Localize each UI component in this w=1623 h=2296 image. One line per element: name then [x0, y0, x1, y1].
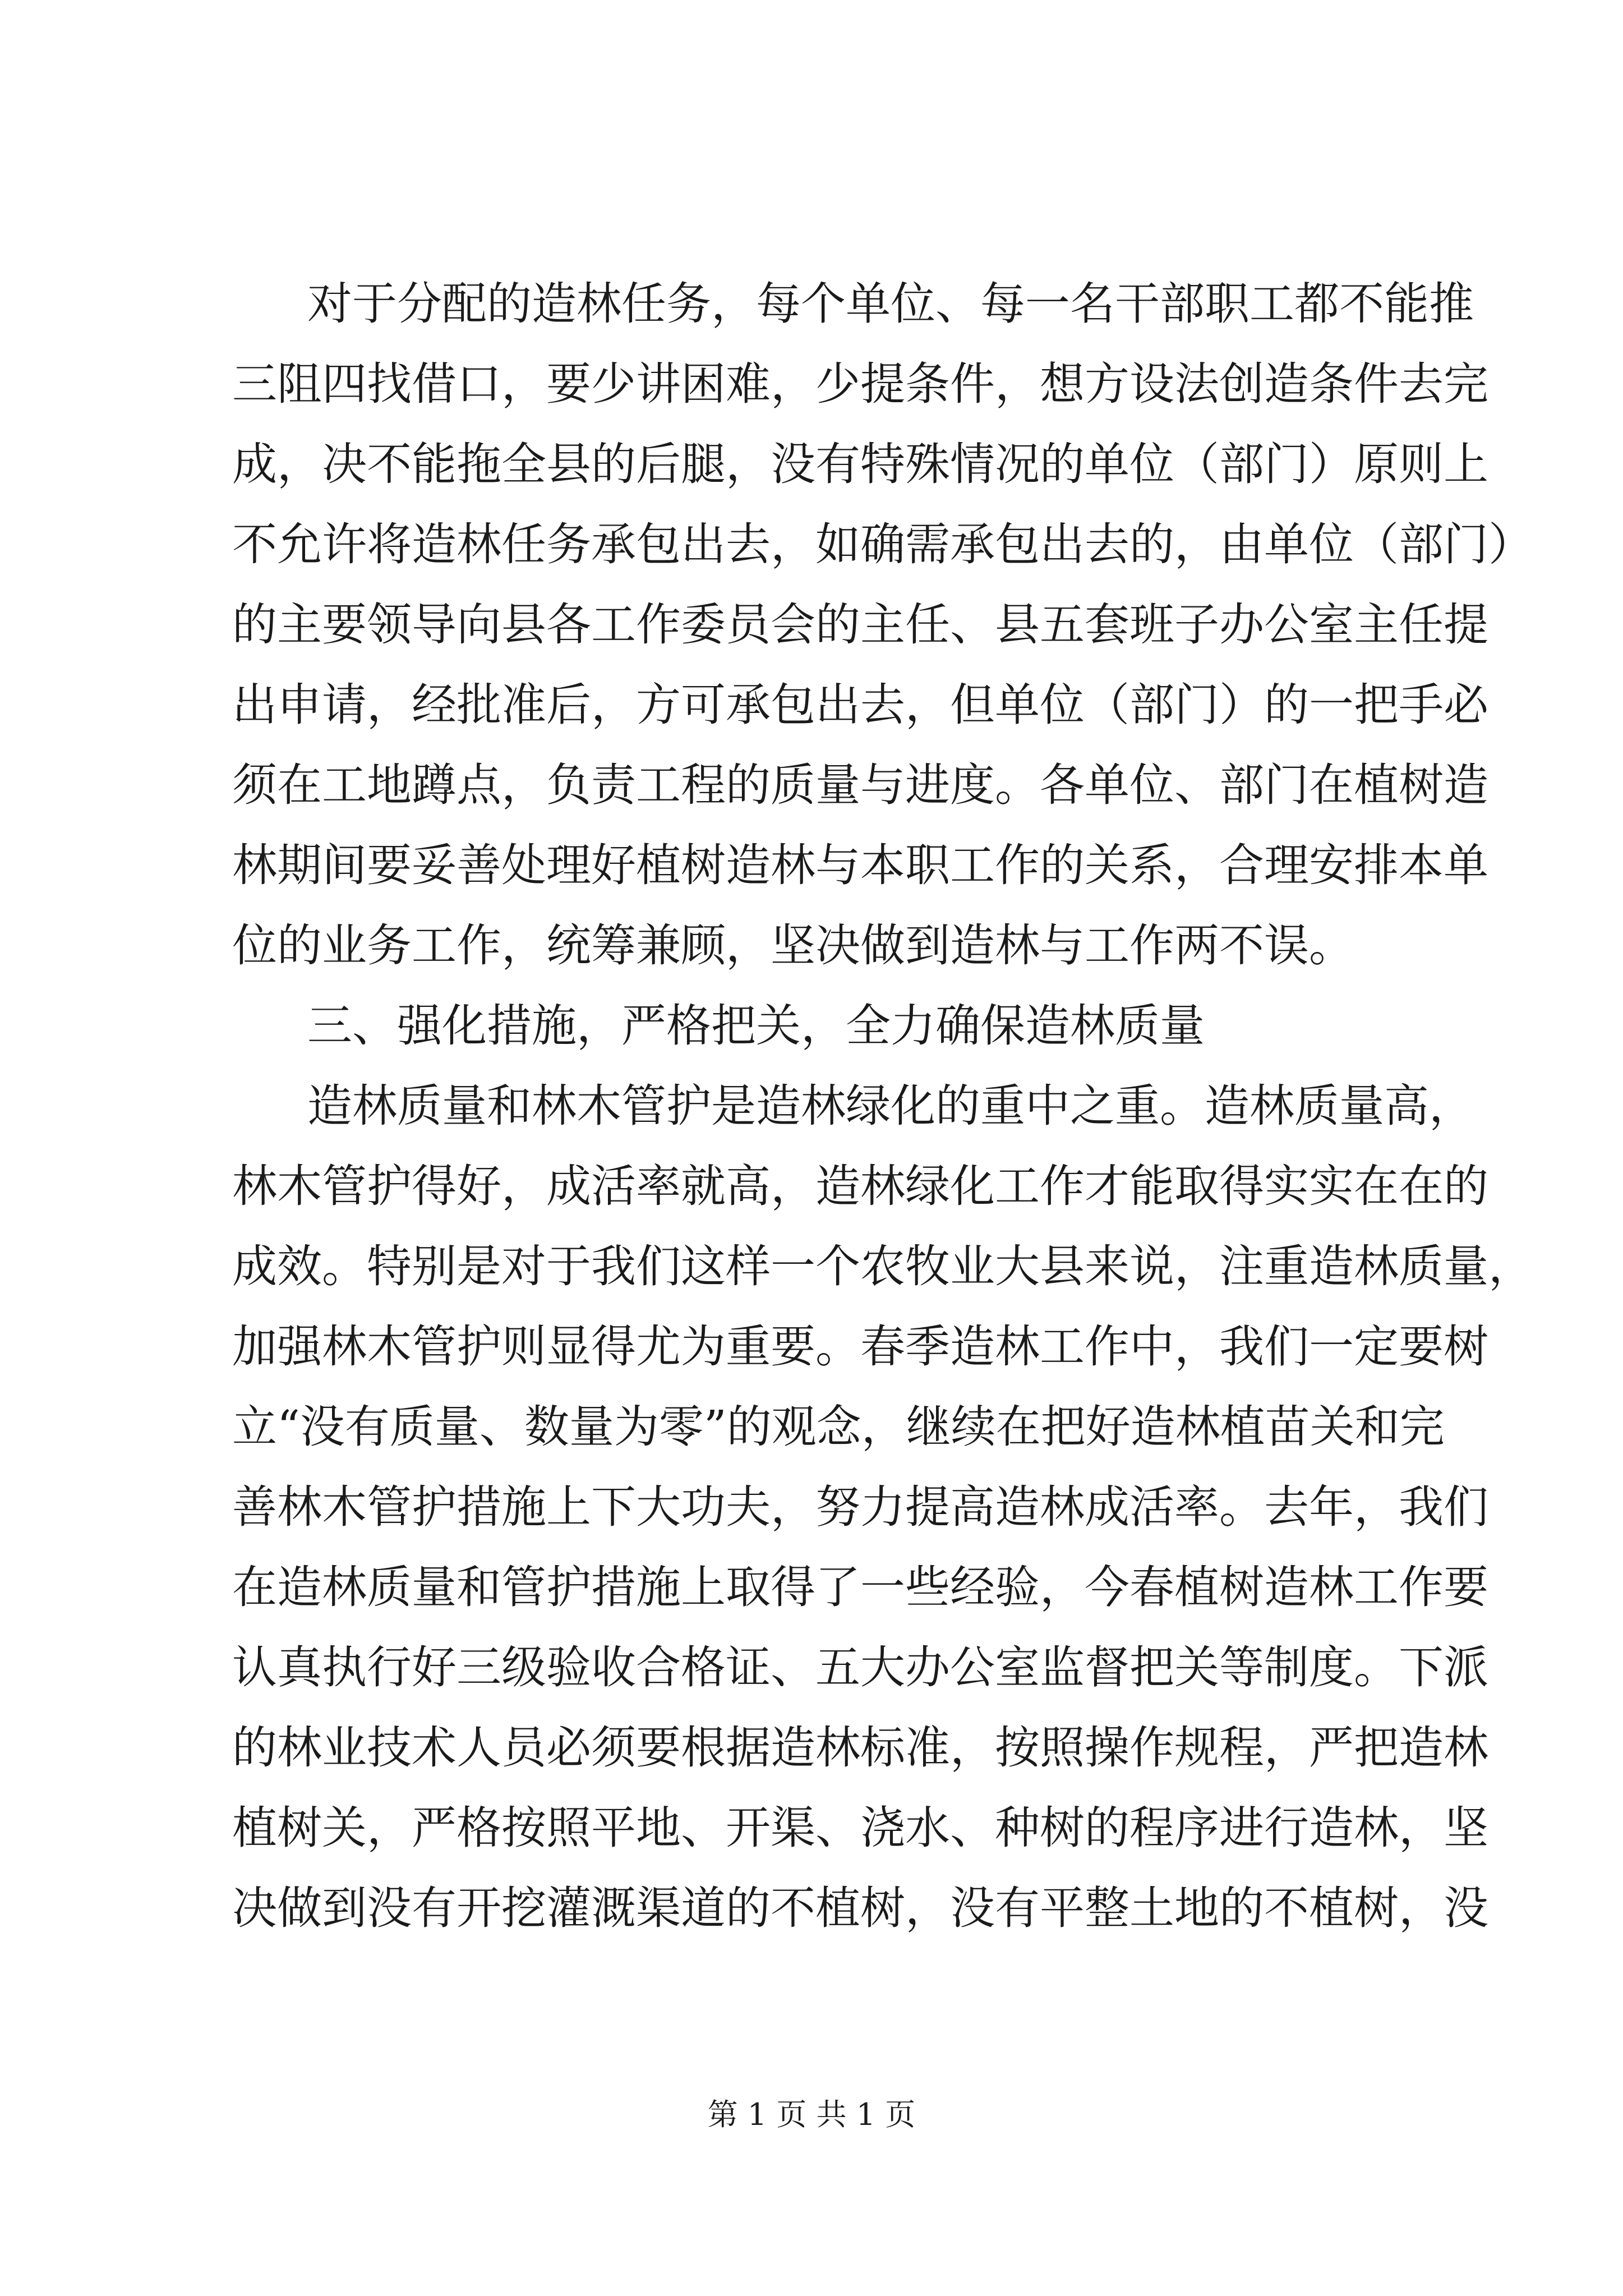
- paragraph-line: 在造林质量和管护措施上取得了一些经验，今春植树造林工作要: [232, 1561, 1488, 1613]
- paragraph-line: 成效。特别是对于我们这样一个农牧业大县来说，注重造林质量，: [232, 1240, 1533, 1292]
- paragraph-line: 的主要领导向县各工作委员会的主任、县五套班子办公室主任提: [232, 599, 1488, 651]
- section-heading: 三、强化措施，严格把关，全力确保造林质量: [307, 1000, 1205, 1052]
- paragraph-line: 林木管护得好，成活率就高，造林绿化工作才能取得实实在在的: [232, 1160, 1488, 1212]
- document-body: [232, 264, 1533, 1948]
- paragraph-line: 植树关，严格按照平地、开渠、浇水、种树的程序进行造林，坚: [232, 1802, 1488, 1854]
- paragraph-line: 位的业务工作，统筹兼顾，坚决做到造林与工作两不误。: [232, 919, 1354, 972]
- paragraph-line: 认真执行好三级验收合格证、五大办公室监督把关等制度。下派: [232, 1641, 1488, 1694]
- paragraph-line: 出申请，经批准后，方可承包出去，但单位（部门）的一把手必: [232, 679, 1488, 731]
- paragraph-line: 对于分配的造林任务，每个单位、每一名干部职工都不能推: [307, 278, 1474, 330]
- paragraph-line: 造林质量和林木管护是造林绿化的重中之重。造林质量高，: [307, 1080, 1474, 1132]
- paragraph-line: 林期间要妥善处理好植树造林与本职工作的关系，合理安排本单: [232, 839, 1488, 891]
- paragraph-line: 不允许将造林任务承包出去，如确需承包出去的，由单位（部门）: [232, 518, 1533, 570]
- paragraph-line: 须在工地蹲点，负责工程的质量与进度。各单位、部门在植树造: [232, 759, 1488, 811]
- paragraph-line: 立“没有质量、数量为零”的观念，继续在把好造林植苗关和完: [232, 1401, 1445, 1453]
- paragraph-line: 加强林木管护则显得尤为重要。春季造林工作中，我们一定要树: [232, 1320, 1488, 1373]
- paragraph-line: 的林业技术人员必须要根据造林标准，按照操作规程，严把造林: [232, 1722, 1488, 1774]
- page-footer: 第 1 页 共 1 页: [707, 2097, 916, 2132]
- paragraph-line: 三阻四找借口，要少讲困难，少提条件，想方设法创造条件去完: [232, 358, 1488, 410]
- paragraph-line: 善林木管护措施上下大功夫，努力提高造林成活率。去年，我们: [232, 1481, 1488, 1533]
- paragraph-line: 决做到没有开挖灌溉渠道的不植树，没有平整土地的不植树，没: [232, 1882, 1488, 1934]
- paragraph-line: 成，决不能拖全县的后腿，没有特殊情况的单位（部门）原则上: [232, 438, 1488, 490]
